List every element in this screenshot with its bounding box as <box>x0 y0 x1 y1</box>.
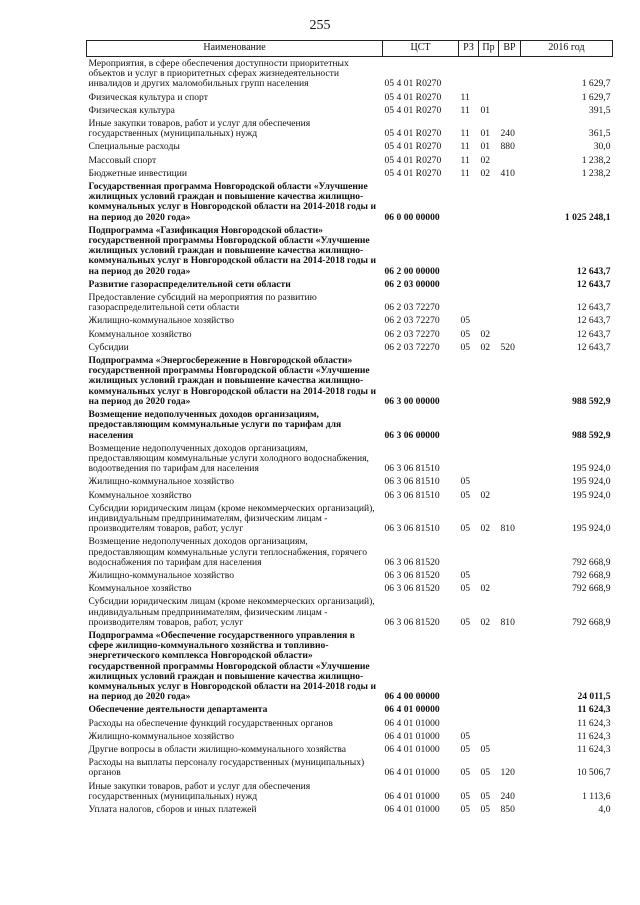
table-row <box>87 291 613 314</box>
cell-vr: 850 <box>500 804 515 815</box>
cell-pr: 02 <box>480 167 491 179</box>
table-row <box>87 117 613 140</box>
cell-cst: 05 4 01 R0270 <box>384 91 442 103</box>
cell-vr <box>499 278 521 291</box>
cell-cst: 06 2 03 72270 <box>384 341 440 353</box>
cell-name: Подпрограмма «Обеспечение государственного управления в сфере жилищно-коммунального хозяйства и топливно-энергетического комплекса Новгородской области» государственной программы Новгородской области «Улучшение жилищных условий граждан и повышение качества жилищно-коммунальных услуг в Новгородской области на 2014-2018 годы и на период до 2020 года» <box>88 629 376 703</box>
cell-name: Возмещение недополученных доходов организациям, предоставляющим коммунальные услуги по тарифам для населения <box>88 409 342 441</box>
cell-pr <box>479 180 499 224</box>
cell-cst: 06 4 01 01000 <box>384 743 440 755</box>
header-amount: 2016 год <box>521 41 613 57</box>
cell-name: Субсидии <box>88 341 129 353</box>
table-row <box>87 717 613 730</box>
cell-pr <box>479 717 499 730</box>
table-row <box>87 780 613 803</box>
cell-rz <box>459 354 479 408</box>
cell-amount: 988 592,9 <box>572 429 611 441</box>
cell-cst: 06 3 06 81520 <box>384 616 440 628</box>
cell-name: Жилищно-коммунальное хозяйство <box>88 315 235 327</box>
table-row <box>87 167 613 180</box>
table-row <box>87 91 613 104</box>
cell-rz <box>459 703 479 716</box>
cell-name: Расходы на обеспечение функций государственных органов <box>88 717 333 729</box>
table-row <box>87 582 613 595</box>
cell-vr <box>499 291 521 314</box>
cell-rz <box>459 442 479 476</box>
cell-vr <box>499 730 521 743</box>
cell-vr <box>499 475 521 488</box>
cell-vr: 240 <box>500 790 515 802</box>
cell-pr: 02 <box>480 154 491 166</box>
cell-cst: 05 4 01 R0270 <box>384 141 442 153</box>
cell-rz <box>459 535 479 569</box>
table-row <box>87 104 613 117</box>
table-row <box>87 140 613 153</box>
table-row <box>87 341 613 354</box>
cell-name: Подпрограмма «Энергосбережение в Новгородской области» государственной программы Новгородской области «Улучшение жилищных условий граждан и повышение качества жилищно-коммунальных услуг в Новгородской области на 2014-2018 годы и на период до 2020 года» <box>88 355 376 407</box>
table-row <box>87 803 613 816</box>
cell-pr: 05 <box>480 804 491 815</box>
cell-amount: 11 624,3 <box>577 704 611 716</box>
cell-rz: 11 <box>460 141 470 153</box>
cell-amount: 1 025 248,1 <box>564 211 611 223</box>
cell-pr: 05 <box>480 767 491 779</box>
cell-rz: 05 <box>460 476 471 488</box>
cell-pr: 01 <box>480 141 491 153</box>
cell-vr: 810 <box>500 523 515 535</box>
cell-cst: 06 4 01 01000 <box>384 730 440 742</box>
cell-vr: 520 <box>500 341 515 353</box>
cell-rz <box>459 224 479 278</box>
cell-name: Обеспечение деятельности департамента <box>88 704 268 716</box>
table-row <box>87 442 613 476</box>
table-row <box>87 328 613 341</box>
cell-amount: 1 629,7 <box>581 78 611 90</box>
cell-name: Возмещение недополученных доходов организациям, предоставляющим коммунальные услуги теплоснабжения, горячего водоснабжения по тарифам для населения <box>88 536 367 568</box>
cell-rz <box>459 180 479 224</box>
cell-amount: 1 238,2 <box>581 154 611 166</box>
cell-cst: 06 3 00 00000 <box>384 395 440 407</box>
cell-vr <box>499 328 521 341</box>
cell-pr <box>479 703 499 716</box>
cell-amount: 1 238,2 <box>581 167 611 179</box>
cell-vr <box>499 104 521 117</box>
cell-rz: 05 <box>460 489 471 501</box>
cell-vr: 410 <box>500 167 515 179</box>
cell-vr <box>499 354 521 408</box>
cell-cst: 06 3 06 81520 <box>384 583 440 595</box>
table-row <box>87 475 613 488</box>
cell-name: Жилищно-коммунальное хозяйство <box>88 476 235 488</box>
cell-amount: 11 624,3 <box>577 730 611 742</box>
cell-cst: 06 0 00 00000 <box>384 211 440 223</box>
cell-name: Коммунальное хозяйство <box>88 489 192 501</box>
cell-vr: 120 <box>500 767 515 779</box>
cell-name: Мероприятия, в сфере обеспечения доступности приоритетных объектов и услуг в приоритетных сферах жизнедеятельности инвалидов и других маломобильных групп населения <box>88 58 349 90</box>
cell-pr <box>479 535 499 569</box>
header-rz: РЗ <box>459 41 479 57</box>
table-row <box>87 57 613 91</box>
cell-cst: 05 4 01 R0270 <box>384 128 442 140</box>
cell-rz <box>459 291 479 314</box>
cell-name: Жилищно-коммунальное хозяйство <box>88 569 235 581</box>
cell-amount: 12 643,7 <box>576 302 611 314</box>
header-name: Наименование <box>87 41 383 57</box>
cell-pr <box>479 91 499 104</box>
cell-cst: 06 4 01 01000 <box>384 767 440 779</box>
cell-name: Государственная программа Новгородской области «Улучшение жилищных условий граждан и повышение качества жилищно-коммунальных услуг в Новгородской области на 2014-2018 годы и на период до 2020 года» <box>88 181 376 223</box>
cell-amount: 12 643,7 <box>576 315 611 327</box>
cell-amount: 4,0 <box>598 804 611 815</box>
cell-name: Другие вопросы в области жилищно-коммунального хозяйства <box>88 743 347 755</box>
cell-rz: 11 <box>460 91 470 103</box>
table-row <box>87 489 613 502</box>
cell-vr <box>499 717 521 730</box>
cell-rz <box>459 278 479 291</box>
cell-rz: 05 <box>460 583 471 595</box>
cell-cst: 05 4 01 R0270 <box>384 104 442 116</box>
cell-rz: 05 <box>460 790 471 802</box>
table-row <box>87 180 613 224</box>
cell-vr <box>499 180 521 224</box>
cell-pr <box>479 314 499 327</box>
cell-amount: 11 624,3 <box>577 717 611 729</box>
cell-vr <box>499 442 521 476</box>
cell-vr <box>499 743 521 756</box>
cell-pr <box>479 629 499 703</box>
table-row <box>87 743 613 756</box>
cell-cst: 06 4 01 01000 <box>384 790 440 802</box>
cell-pr: 02 <box>480 328 491 340</box>
cell-amount: 195 924,0 <box>572 476 611 488</box>
table-row <box>87 730 613 743</box>
cell-pr <box>479 475 499 488</box>
cell-amount: 30,0 <box>593 141 611 153</box>
cell-pr <box>479 408 499 442</box>
cell-name: Массовый спорт <box>88 154 157 166</box>
cell-pr: 02 <box>480 523 491 535</box>
cell-cst: 06 2 03 72270 <box>384 315 440 327</box>
budget-table <box>86 40 613 816</box>
cell-amount: 195 924,0 <box>572 523 611 535</box>
cell-vr <box>499 629 521 703</box>
cell-rz: 05 <box>460 523 471 535</box>
table-row <box>87 224 613 278</box>
cell-cst: 05 4 01 R0270 <box>384 154 442 166</box>
cell-cst: 06 2 03 72270 <box>384 328 440 340</box>
cell-vr: 810 <box>500 616 515 628</box>
cell-name: Предоставление субсидий на мероприятия по развитию газораспределительной сети области <box>88 292 317 314</box>
page-number: 255 <box>309 18 331 33</box>
cell-name: Расходы на выплаты персоналу государственных (муниципальных) органов <box>88 757 365 779</box>
cell-name: Бюджетные инвестиции <box>88 167 187 179</box>
cell-pr <box>479 224 499 278</box>
cell-rz: 05 <box>460 730 471 742</box>
cell-cst: 06 3 06 81520 <box>384 569 440 581</box>
table-row <box>87 703 613 716</box>
cell-vr <box>499 535 521 569</box>
cell-rz <box>459 629 479 703</box>
cell-rz: 05 <box>460 341 471 353</box>
cell-amount: 792 668,9 <box>572 583 611 595</box>
cell-rz: 05 <box>460 767 471 779</box>
cell-name: Физическая культура <box>88 104 175 116</box>
table-row <box>87 154 613 167</box>
cell-amount: 792 668,9 <box>572 616 611 628</box>
table-row <box>87 535 613 569</box>
cell-amount: 391,5 <box>588 104 611 116</box>
cell-pr <box>479 569 499 582</box>
cell-amount: 195 924,0 <box>572 463 611 475</box>
cell-name: Уплата налогов, сборов и иных платежей <box>88 804 257 815</box>
cell-pr: 01 <box>480 104 491 116</box>
cell-name: Коммунальное хозяйство <box>88 328 192 340</box>
table-row <box>87 569 613 582</box>
cell-cst: 06 4 00 00000 <box>384 691 440 703</box>
cell-vr <box>499 703 521 716</box>
cell-vr <box>499 489 521 502</box>
cell-rz: 11 <box>460 167 470 179</box>
header-vr: ВР <box>499 41 521 57</box>
cell-pr <box>479 442 499 476</box>
cell-rz <box>459 408 479 442</box>
cell-amount: 11 624,3 <box>577 743 611 755</box>
table-row <box>87 278 613 291</box>
cell-cst: 06 3 06 81520 <box>384 556 440 568</box>
cell-name: Субсидии юридическим лицам (кроме некоммерческих организаций), индивидуальным предпринимателям, физическим лицам - производителям товаров, работ, услуг <box>88 596 375 628</box>
cell-vr <box>499 224 521 278</box>
cell-vr <box>499 569 521 582</box>
table-row <box>87 314 613 327</box>
cell-cst: 06 3 06 00000 <box>384 429 440 441</box>
cell-pr <box>479 57 499 91</box>
cell-pr <box>479 278 499 291</box>
cell-cst: 06 3 06 81510 <box>384 476 440 488</box>
cell-name: Возмещение недополученных доходов организациям, предоставляющим коммунальные услуги холодного водоснабжения, водоотведения по тарифам для населения <box>88 442 369 475</box>
cell-name: Жилищно-коммунальное хозяйство <box>88 730 235 742</box>
cell-rz: 11 <box>460 104 470 116</box>
cell-amount: 10 506,7 <box>576 767 611 779</box>
cell-pr: 02 <box>480 489 491 501</box>
cell-pr <box>479 291 499 314</box>
cell-vr <box>499 582 521 595</box>
cell-rz: 05 <box>460 804 471 815</box>
cell-cst: 06 2 00 00000 <box>384 265 440 277</box>
cell-pr: 05 <box>480 790 491 802</box>
cell-amount: 792 668,9 <box>572 556 611 568</box>
cell-cst: 06 4 01 00000 <box>384 704 440 716</box>
cell-amount: 792 668,9 <box>572 569 611 581</box>
cell-vr <box>499 408 521 442</box>
cell-vr: 880 <box>500 141 515 153</box>
cell-name: Иные закупки товаров, работ и услуг для обеспечения государственных (муниципальных) нужд <box>88 118 311 140</box>
cell-amount: 12 643,7 <box>576 328 611 340</box>
cell-amount: 361,5 <box>588 128 611 140</box>
cell-amount: 1 113,6 <box>582 790 611 802</box>
cell-amount: 988 592,9 <box>572 395 611 407</box>
header-pr: Пр <box>479 41 499 57</box>
cell-vr: 240 <box>500 128 515 140</box>
cell-rz <box>459 57 479 91</box>
cell-pr: 02 <box>480 616 491 628</box>
cell-name: Специальные расходы <box>88 141 180 153</box>
cell-rz: 05 <box>460 569 471 581</box>
cell-cst: 06 3 06 81510 <box>384 523 440 535</box>
cell-pr: 05 <box>480 743 491 755</box>
header-cst: ЦСТ <box>383 41 459 57</box>
table-row <box>87 408 613 442</box>
cell-cst: 06 2 03 00000 <box>384 278 440 290</box>
cell-rz <box>459 717 479 730</box>
cell-rz: 05 <box>460 315 471 327</box>
cell-amount: 12 643,7 <box>576 278 611 290</box>
table-row <box>87 629 613 703</box>
cell-rz: 05 <box>460 743 471 755</box>
cell-pr: 02 <box>480 341 491 353</box>
table-row <box>87 595 613 629</box>
cell-vr <box>499 314 521 327</box>
cell-cst: 06 2 03 72270 <box>384 302 440 314</box>
cell-name: Субсидии юридическим лицам (кроме некоммерческих организаций), индивидуальным предпринимателям, физическим лицам - производителям товаров, работ, услуг <box>88 502 375 535</box>
cell-rz: 05 <box>460 328 471 340</box>
cell-cst: 06 4 01 01000 <box>384 717 440 729</box>
cell-name: Физическая культура и спорт <box>88 91 208 103</box>
cell-name: Развитие газораспределительной сети области <box>88 278 291 290</box>
cell-name: Подпрограмма «Газификация Новгородской области» государственной программы Новгородской области «Улучшение жилищных условий граждан и повышение качества жилищно-коммунальных услуг в Новгородской области на 2014-2018 годы и на период до 2020 года» <box>88 224 376 277</box>
cell-vr <box>499 154 521 167</box>
cell-rz: 11 <box>460 154 470 166</box>
cell-cst: 06 3 06 81510 <box>384 489 440 501</box>
table-row <box>87 354 613 408</box>
cell-amount: 12 643,7 <box>576 265 611 277</box>
cell-pr <box>479 730 499 743</box>
cell-vr <box>499 57 521 91</box>
cell-rz: 11 <box>460 128 470 140</box>
cell-pr: 01 <box>480 128 491 140</box>
cell-amount: 12 643,7 <box>576 341 611 353</box>
cell-cst: 06 4 01 01000 <box>384 804 440 815</box>
cell-vr <box>499 91 521 104</box>
table-header-row <box>87 41 613 57</box>
cell-amount: 24 011,5 <box>577 691 611 703</box>
table-body <box>87 57 613 817</box>
cell-amount: 1 629,7 <box>581 91 611 103</box>
cell-pr: 02 <box>480 583 491 595</box>
cell-cst: 05 4 01 R0270 <box>384 78 442 90</box>
cell-name: Иные закупки товаров, работ и услуг для обеспечения государственных (муниципальных) нужд <box>88 780 311 802</box>
table-row <box>87 756 613 779</box>
cell-amount: 195 924,0 <box>572 489 611 501</box>
cell-pr <box>479 354 499 408</box>
table-row <box>87 502 613 536</box>
cell-cst: 06 3 06 81510 <box>384 463 440 475</box>
cell-cst: 05 4 01 R0270 <box>384 167 442 179</box>
cell-name: Коммунальное хозяйство <box>88 583 192 595</box>
cell-rz: 05 <box>460 616 471 628</box>
